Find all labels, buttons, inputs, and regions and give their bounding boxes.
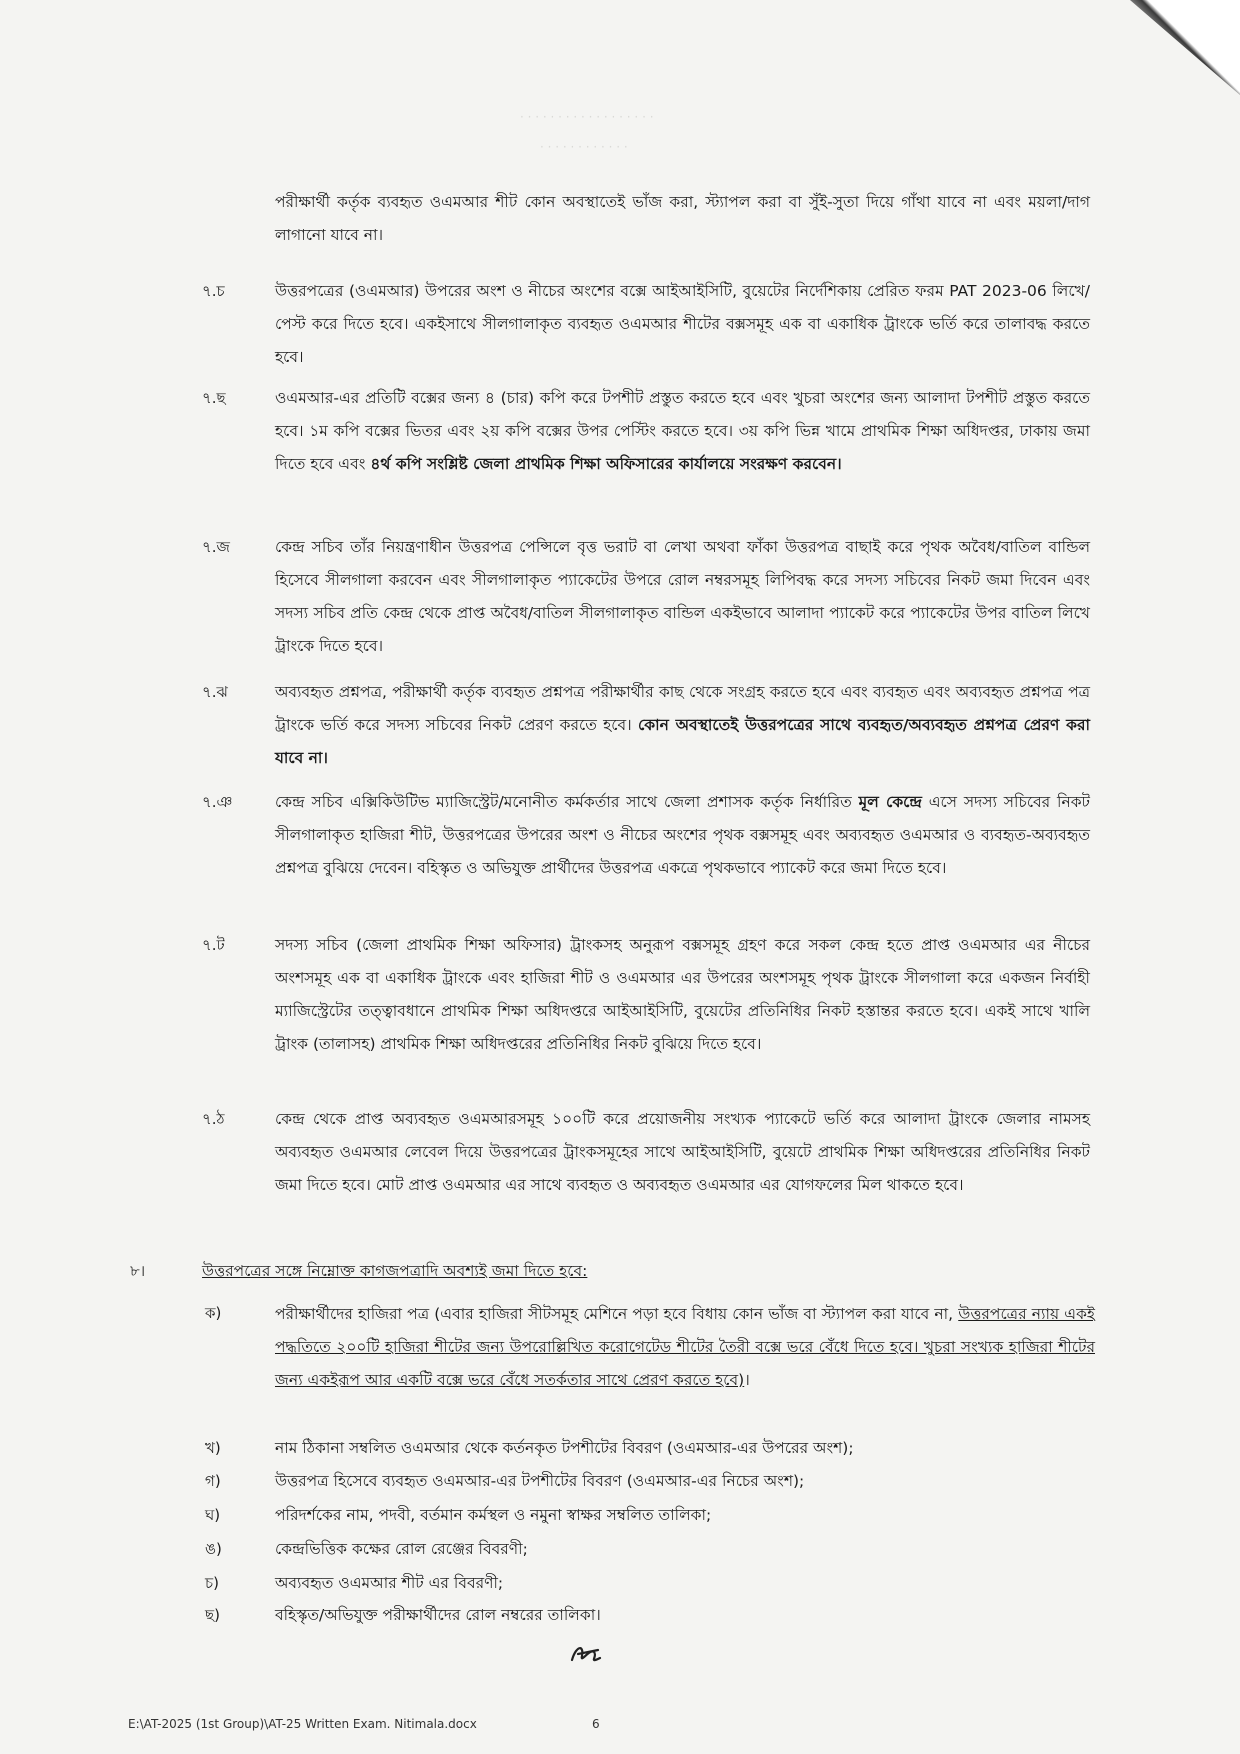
clause-number: ৭.ঞ (202, 793, 233, 811)
footer-page-number: 6 (592, 1717, 600, 1731)
sub-item-label: ক) (205, 1304, 222, 1322)
sub-item-label: ঘ) (205, 1506, 221, 1524)
initials-signature (568, 1638, 608, 1668)
underlined-text: উত্তরপত্রের ন্যায় একই পদ্ধতিতে ২০০টি হাজিরা শীটের জন্য উপরোল্লিখিত করোগেটেড শীটের তৈরী বক্সে ভরে বেঁধে দিতে হবে। খুচরা সংখ্যক হাজিরা শীটের জন্য একইরূপ আর একটি বক্সে ভরে বেঁধে সতর্কতার সাথে প্রেরণ করতে হবে) (275, 1305, 1095, 1389)
bleed-through-text: · · · · · · · · · · · · · · · · · · (520, 110, 654, 124)
clause-bold-text: কোন অবস্থাতেই উত্তরপত্রের সাথে ব্যবহৃত/অব্যবহৃত প্রশ্নপত্র প্রেরণ করা যাবে না। (275, 716, 1090, 767)
clause-number: ৭.ঝ (202, 683, 228, 701)
sub-item-label: চ) (205, 1574, 219, 1592)
section-title: উত্তরপত্রের সঙ্গে নিম্নোক্ত কাগজপত্রাদি অবশ্যই জমা দিতে হবে: (202, 1262, 588, 1280)
clause-text: উত্তরপত্রের (ওএমআর) উপরের অংশ ও নীচের অংশের বক্সে আইআইসিটি, বুয়েটের নির্দেশিকায় প্রেরিত ফরম PAT 2023-06 লিখে/পেস্ট করে দিতে হবে। একইসাথে সীলগালাকৃত ব্যবহৃত ওএমআর শীটের বক্সসমূহ এক বা একাধিক ট্রাংকে ভর্তি করে তালাবদ্ধ করতে হবে। (275, 282, 1090, 366)
sub-item-label: ছ) (205, 1606, 220, 1624)
sub-item-label: ঙ) (205, 1540, 222, 1558)
sub-item-text: কেন্দ্রভিত্তিক কক্ষের রোল রেঞ্জের বিবরণী; (275, 1540, 528, 1558)
footer-file-path: E:\AT-2025 (1st Group)\AT-25 Written Exam. Nitimala.docx (128, 1717, 477, 1731)
bleed-through-text: · · · · · · · · · · · · (540, 140, 628, 154)
clause-number: ৭.ছ (202, 389, 226, 407)
sub-item-label: খ) (205, 1439, 221, 1457)
sub-item-text: বহিস্কৃত/অভিযুক্ত পরীক্ষার্থীদের রোল নম্বরের তালিকা। (275, 1606, 601, 1624)
clause-number: ৭.জ (202, 538, 230, 556)
clause-number: ৭.ঠ (202, 1110, 225, 1128)
sub-item-text: পরীক্ষার্থীদের হাজিরা পত্র (এবার হাজিরা সীটসমূহ মেশিনে পড়া হবে বিধায় কোন ভাঁজ বা স্ট্যাপল করা যাবে না, উত্তরপত্রের ন্যায় একই পদ্ধতিতে ২০০টি হাজিরা শীটের জন্য উপরোল্লিখিত করোগেটেড শীটের তৈরী বক্সে ভরে বেঁধে দিতে হবে। খুচরা সংখ্যক হাজিরা শীটের জন্য একইরূপ আর একটি বক্সে ভরে বেঁধে সতর্কতার সাথে প্রেরণ করতে হবে)। (275, 1305, 1095, 1389)
sub-item-text: নাম ঠিকানা সম্বলিত ওএমআর থেকে কর্তনকৃত টপশীটের বিবরণ (ওএমআর-এর উপরের অংশ); (275, 1439, 854, 1457)
sub-item-text: উত্তরপত্র হিসেবে ব্যবহৃত ওএমআর-এর টপশীটের বিবরণ (ওএমআর-এর নিচের অংশ); (275, 1472, 805, 1490)
clause-bold-text: মূল কেন্দ্রে (858, 793, 922, 811)
page-curl-shadow (1130, 0, 1240, 95)
sub-item-label: গ) (205, 1472, 221, 1490)
section-number: ৮। (130, 1262, 146, 1280)
clause-text: সদস্য সচিব (জেলা প্রাথমিক শিক্ষা অফিসার) ট্রাংকসহ অনুরূপ বক্সসমূহ গ্রহণ করে সকল কেন্দ্র হতে প্রাপ্ত ওএমআর এর নীচের অংশসমূহ এক বা একাধিক ট্রাংকে এবং হাজিরা শীট ও ওএমআর এর উপরের অংশসমূহ পৃথক ট্রাংকে সীলগালা করে একজন নির্বাহী ম্যাজিস্ট্রেটের তত্ত্বাবধানে প্রাথমিক শিক্ষা অধিদপ্তরে আইআইসিটি, বুয়েটের প্রতিনিধির নিকট হস্তান্তর করতে হবে। একই সাথে খালি ট্রাংক (তালাসহ) প্রাথমিক শিক্ষা অধিদপ্তরের প্রতিনিধির নিকট বুঝিয়ে দিতে হবে। (275, 936, 1090, 1053)
clause-text: কেন্দ্র সচিব এক্সিকিউটিভ ম্যাজিস্ট্রেট/মনোনীত কর্মকর্তার সাথে জেলা প্রশাসক কর্তৃক নির্ধারিত মূল কেন্দ্রে এসে সদস্য সচিবের নিকট সীলগালাকৃত হাজিরা শীট, উত্তরপত্রের উপরের অংশ ও নীচের অংশের পৃথক বক্সসমূহ এবং অব্যবহৃত ওএমআর ও ব্যবহৃত-অব্যবহৃত প্রশ্নপত্র বুঝিয়ে দেবেন। বহিস্কৃত ও অভিযুক্ত প্রার্থীদের উত্তরপত্র একত্রে পৃথকভাবে প্যাকেট করে জমা দিতে হবে। (275, 793, 1090, 877)
clause-number: ৭.চ (202, 282, 225, 300)
clause-text: কেন্দ্র সচিব তাঁর নিয়ন্ত্রণাধীন উত্তরপত্র পেন্সিলে বৃত্ত ভরাট বা লেখা অথবা ফাঁকা উত্তরপত্র বাছাই করে পৃথক অবৈধ/বাতিল বান্ডিল হিসেবে সীলগালা করবেন এবং সীলগালাকৃত প্যাকেটের উপরে রোল নম্বরসমূহ লিপিবদ্ধ করে সদস্য সচিবের নিকট জমা দিবেন এবং সদস্য সচিব প্রতি কেন্দ্র থেকে প্রাপ্ত অবৈধ/বাতিল সীলগালাকৃত বান্ডিল একইভাবে আলাদা প্যাকেট করে প্যাকেটের উপর বাতিল লিখে ট্রাংকে দিতে হবে। (275, 538, 1090, 655)
sub-item-text: অব্যবহৃত ওএমআর শীট এর বিবরণী; (275, 1574, 504, 1592)
lead-paragraph: পরীক্ষার্থী কর্তৃক ব্যবহৃত ওএমআর শীট কোন অবস্থাতেই ভাঁজ করা, স্ট্যাপল করা বা সুঁই-সুতা দিয়ে গাঁথা যাবে না এবং ময়লা/দাগ লাগানো যাবে না। (275, 193, 1090, 244)
clause-text: অব্যবহৃত প্রশ্নপত্র, পরীক্ষার্থী কর্তৃক ব্যবহৃত প্রশ্নপত্র পরীক্ষার্থীর কাছ থেকে সংগ্রহ করতে হবে এবং ব্যবহৃত এবং অব্যবহৃত প্রশ্নপত্র পত্র ট্রাংকে ভর্তি করে সদস্য সচিবের নিকট প্রেরণ করতে হবে। কোন অবস্থাতেই উত্তরপত্রের সাথে ব্যবহৃত/অব্যবহৃত প্রশ্নপত্র প্রেরণ করা যাবে না। (275, 683, 1090, 767)
clause-text: ওএমআর-এর প্রতিটি বক্সের জন্য ৪ (চার) কপি করে টপশীট প্রস্তুত করতে হবে এবং খুচরা অংশের জন্য আলাদা টপশীট প্রস্তুত করতে হবে। ১ম কপি বক্সের ভিতর এবং ২য় কপি বক্সের উপর পেস্টিং করতে হবে। ৩য় কপি ভিন্ন খামে প্রাথমিক শিক্ষা অধিদপ্তর, ঢাকায় জমা দিতে হবে এবং ৪র্থ কপি সংশ্লিষ্ট জেলা প্রাথমিক শিক্ষা অফিসারের কার্যালয়ে সংরক্ষণ করবেন। (275, 389, 1090, 473)
clause-bold-text: ৪র্থ কপি সংশ্লিষ্ট জেলা প্রাথমিক শিক্ষা অফিসারের কার্যালয়ে সংরক্ষণ করবেন। (370, 455, 842, 473)
clause-number: ৭.ট (202, 936, 225, 954)
sub-item-text: পরিদর্শকের নাম, পদবী, বর্তমান কর্মস্থল ও নমুনা স্বাক্ষর সম্বলিত তালিকা; (275, 1506, 712, 1524)
clause-text: কেন্দ্র থেকে প্রাপ্ত অব্যবহৃত ওএমআরসমূহ ১০০টি করে প্রয়োজনীয় সংখ্যক প্যাকেটে ভর্তি করে আলাদা ট্রাংকে জেলার নামসহ অব্যবহৃত ওএমআর লেবেল দিয়ে উত্তরপত্রের ট্রাংকসমূহের সাথে আইআইসিটি, বুয়েটে প্রাথমিক শিক্ষা অধিদপ্তরের প্রতিনিধির নিকট জমা দিতে হবে। মোট প্রাপ্ত ওএমআর এর সাথে ব্যবহৃত ও অব্যবহৃত ওএমআর এর যোগফলের মিল থাকতে হবে। (275, 1110, 1090, 1194)
